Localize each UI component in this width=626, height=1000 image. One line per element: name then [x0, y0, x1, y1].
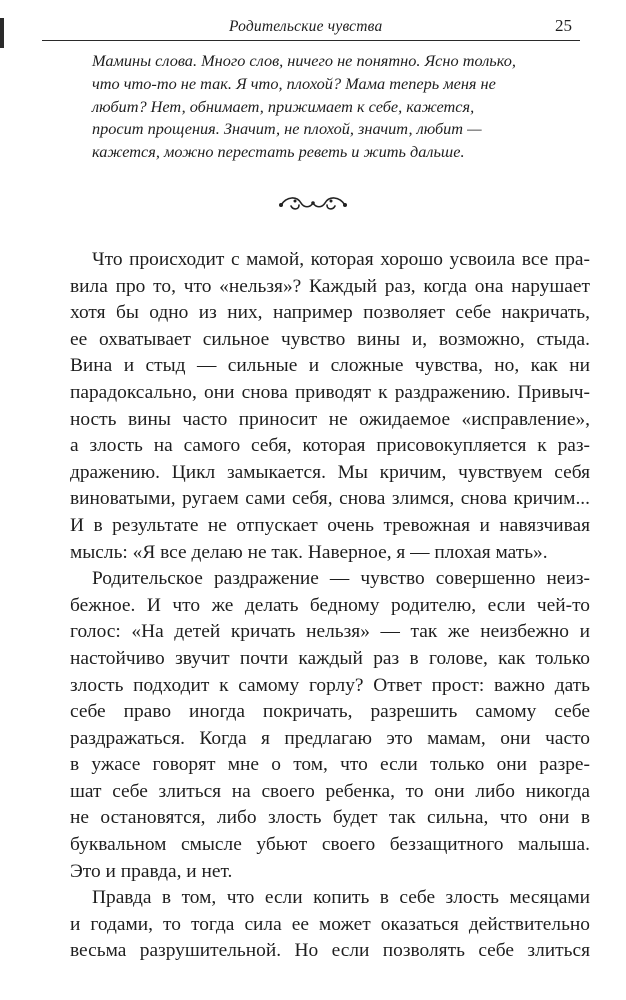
- running-header: [42, 12, 580, 41]
- text-line: Родительское раздражение — чувство совершенно неиз-: [92, 568, 590, 590]
- quote-line: Мамины слова. Много слов, ничего не понятно. Ясно только,: [92, 51, 516, 70]
- text-line: парадоксально, они снова приводят к раздражению. Привыч-: [70, 381, 590, 403]
- text-line: ность вины часто приносит не ожидаемое «исправление»,: [70, 408, 590, 430]
- main-text: [70, 247, 590, 965]
- text-line: виноватыми, ругаем сами себя, снова злимся, снова кричим...: [70, 488, 590, 510]
- text-line: раздражаться. Когда я предлагаю это мамам, они часто: [70, 727, 590, 749]
- text-line: не остановятся, либо злость будет так сильна, что они в: [70, 807, 590, 829]
- text-line: себе право иногда покричать, разрешить самому себе: [70, 701, 590, 723]
- paragraph-1: [70, 247, 590, 566]
- text-line: Вина и стыд — сильные и сложные чувства, но, как ни: [70, 355, 590, 377]
- text-line: хотя бы одно из них, например позволяет себе накричать,: [70, 302, 590, 324]
- text-line: Правда в том, что если копить в себе злость месяцами: [92, 887, 590, 909]
- text-line: ее охватывает сильное чувство вины и, возможно, стыда.: [70, 328, 590, 350]
- paragraph-3: [70, 885, 590, 965]
- page-edge-mark: [0, 18, 4, 48]
- text-line: весьма разрушительной. Но если позволять себе злиться: [70, 940, 590, 962]
- running-title: Родительские чувства: [229, 18, 383, 35]
- text-line: злость подходит к самому горлу? Ответ прост: важно дать: [70, 674, 590, 696]
- paragraph-2: [70, 566, 590, 885]
- text-line: вила про то, что «нельзя»? Каждый раз, когда она нарушает: [70, 275, 590, 297]
- text-line: настойчиво звучит почти каждый раз в голове, как только: [70, 647, 590, 669]
- quote-line: просит прощения. Значит, не плохой, значит, любит —: [92, 119, 482, 139]
- text-line: буквальном смысле убьют своего беззащитного малыша.: [70, 834, 590, 856]
- text-line: мысль: «Я все делаю не так. Наверное, я — плохая мать».: [70, 541, 548, 563]
- fleuron-ornament-icon: [277, 192, 349, 214]
- text-line: бежное. И что же делать бедному родителю, если чей-то: [70, 594, 590, 616]
- page-number: 25: [555, 16, 572, 35]
- quote-line: что что-то не так. Я что, плохой? Мама теперь меня не: [92, 73, 496, 93]
- text-line: а злость на самого себя, которая присовокупляется к раз-: [70, 435, 590, 457]
- quote-line: любит? Нет, обнимает, прижимает к себе, кажется,: [92, 96, 475, 116]
- text-line: шат себе злиться на своего ребенка, то они либо никогда: [70, 780, 590, 802]
- text-line: дражению. Цикл замыкается. Мы кричим, чувствуем себя: [70, 461, 590, 483]
- text-line: голос: «На детей кричать нельзя» — так же неизбежно и: [70, 621, 590, 643]
- text-line: в ужасе говорят мне о том, что если только они разре-: [70, 754, 590, 776]
- text-line: Это и правда, и нет.: [70, 860, 233, 882]
- quote-line: кажется, можно перестать реветь и жить дальше.: [92, 142, 465, 162]
- text-line: и годами, то тогда сила ее может оказаться действительно: [70, 913, 590, 935]
- text-line: И в результате не отпускает очень тревожная и навязчивая: [70, 514, 590, 536]
- text-line: Что происходит с мамой, которая хорошо усвоила все пра-: [92, 249, 590, 270]
- italic-quote-block: [92, 50, 588, 164]
